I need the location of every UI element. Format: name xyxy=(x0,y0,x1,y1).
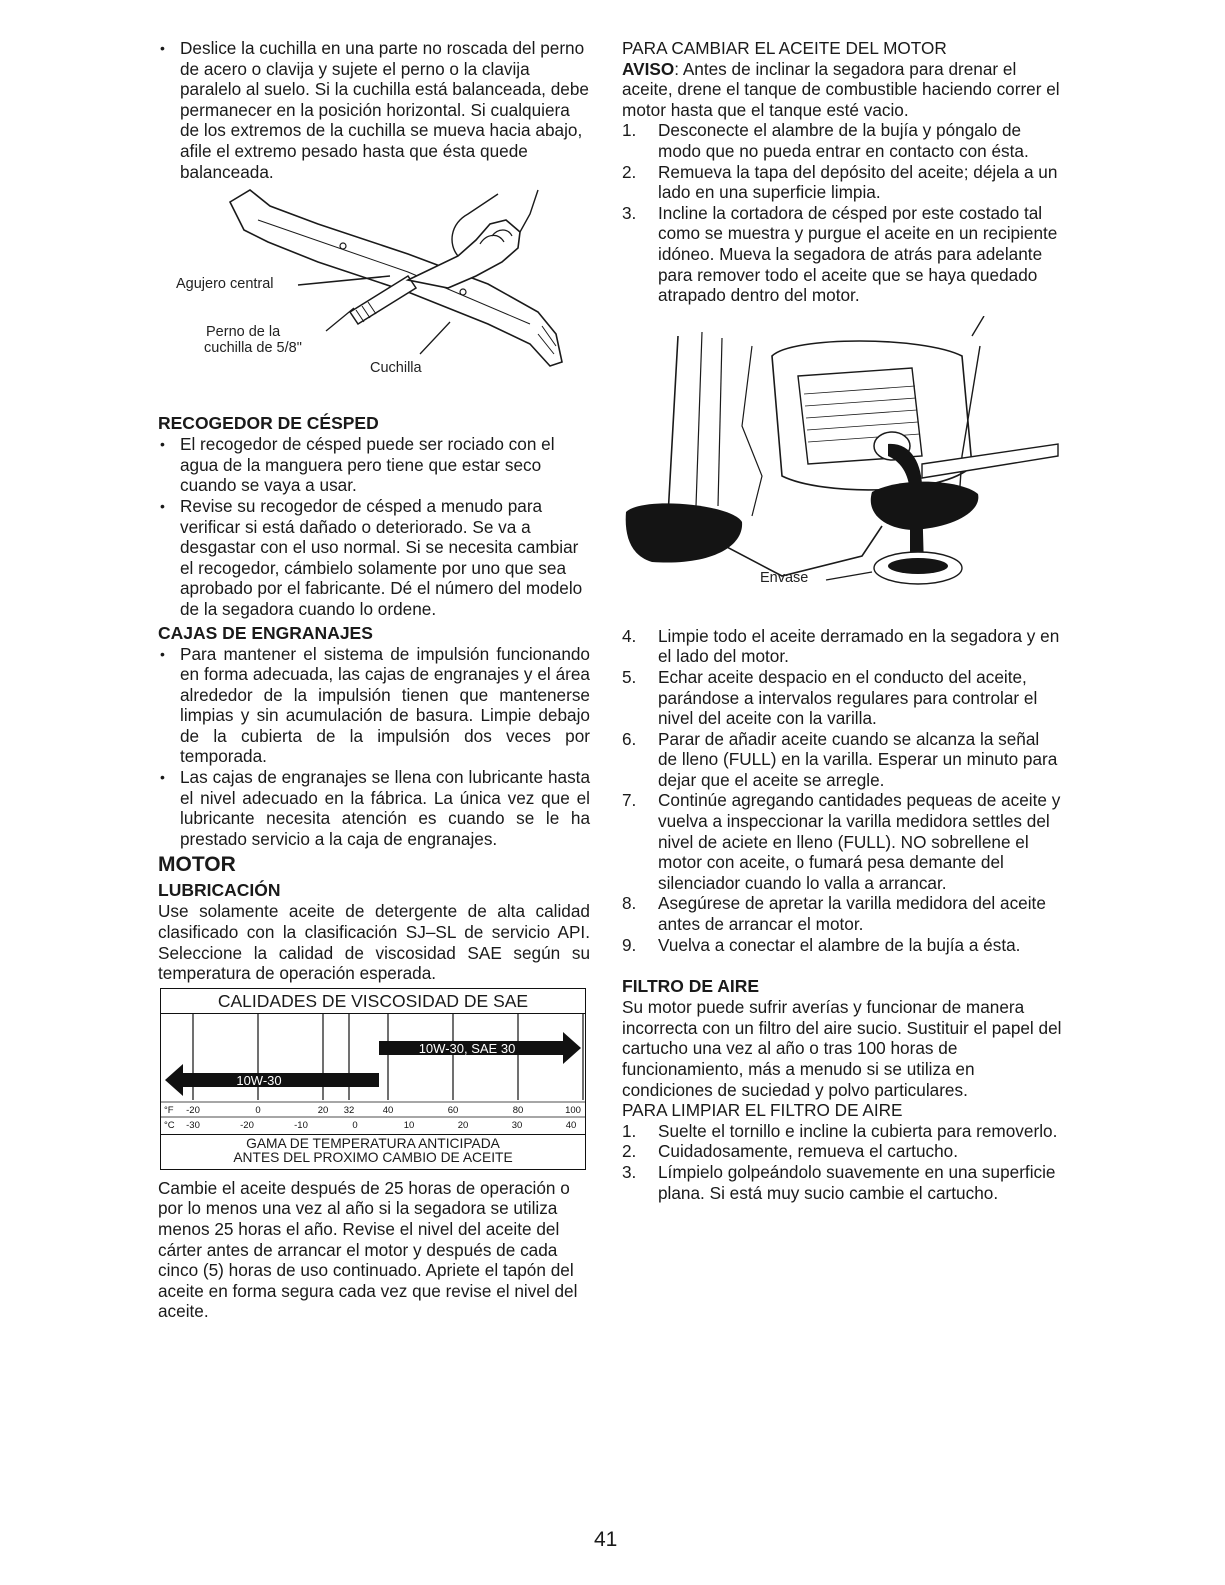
c-tick: -10 xyxy=(294,1119,308,1131)
f-tick: 40 xyxy=(382,1104,394,1116)
right-column xyxy=(622,38,1062,1203)
gear-cases-list xyxy=(158,644,590,850)
blade-balance-list xyxy=(158,38,590,182)
list-item: 1. Desconecte el alambre de la bujía y póngalo de modo que no pueda entrar en contacto con ésta. xyxy=(622,120,1029,161)
f-tick: 100 xyxy=(565,1104,581,1116)
oil-change-steps-b xyxy=(622,626,1062,956)
list-item: • Revise su recogedor de césped a menudo para verificar si está dañado o deteriorado. Se va a desgastar con el uso normal. Si se necesita cambiar el recogedor, cámbielo solamente por uno que sea aprobado por el fabricante. Dé el número del modelo de la segadora cuando lo ordene. xyxy=(158,496,590,620)
f-tick: 20 xyxy=(317,1104,329,1116)
c-tick: 10 xyxy=(403,1119,415,1131)
list-item: • El recogedor de césped puede ser rociado con el agua de la manguera pero tiene que estar seco cuando se vaya a usar. xyxy=(158,434,590,496)
label-center-hole: Agujero central xyxy=(176,276,274,293)
notice-paragraph xyxy=(622,59,1062,121)
f-tick: 0 xyxy=(255,1104,261,1116)
list-item: 5. Echar aceite despacio en el conducto del aceite, parándose a intervalos regulares para controlar el nivel del aceite con la varilla. xyxy=(622,666,1038,729)
list-item: 8. Asegúrese de apretar la varilla medidora del aceite antes de arrancar el motor. xyxy=(622,893,1046,935)
change-oil-text: Cambie el aceite después de 25 horas de operación o por lo menos una vez al año si la segadora se utiliza menos 25 horas el año. Revise el nivel del aceite del cárter antes de arrancar el motor y después de cada cinco (5) horas de uso continuado. Apriete el tapón del aceite en forma segura cada vez que revise el nivel del aceite. xyxy=(158,1177,578,1322)
air-filter-steps xyxy=(622,1121,1062,1203)
grass-catcher-list xyxy=(158,434,590,619)
blade-balance-bullet: • Deslice la cuchilla en una parte no roscada del perno de acero o clavija y sujete el perno o la clavija paralelo al suelo. Si la cuchilla está balanceada, debe permanecer en la posición horizontal. Si cualquiera de los extremos de la cuchilla se mueva hacia abajo, afile el extremo pesado hasta que ésta quede balanceada. xyxy=(158,38,590,182)
c-tick: 40 xyxy=(565,1119,577,1131)
notice-label: AVISO xyxy=(622,58,675,79)
oil-drain-figure xyxy=(622,316,1062,612)
viscosity-chart-graphic xyxy=(161,1014,585,1134)
list-item: 4. Limpie todo el aceite derramado en la segadora y en el lado del motor. xyxy=(622,625,1060,667)
list-item: 6. Parar de añadir aceite cuando se alcanza la señal de lleno (FULL) en la varilla. Esperar un minuto para dejar que el aceite se arregle. xyxy=(622,728,1058,790)
change-oil-heading: PARA CAMBIAR EL ACEITE DEL MOTOR xyxy=(622,38,947,58)
lubrication-text: Use solamente aceite de detergente de alta calidad clasificado con la clasificación SJ–SL de servicio API. Seleccione la calidad de viscosidad SAE según su temperatura de operación esperada. xyxy=(158,901,590,984)
oil-change-steps-a xyxy=(622,120,1062,305)
notice-text: : Antes de inclinar la segadora para drenar el aceite, drene el tanque de combustible haciendo correr el motor hasta que el tanque esté vacio. xyxy=(622,58,1060,120)
list-item: • Las cajas de engranajes se llena con lubricante hasta el nivel adecuado en la fábrica. La única vez que el lubricante necesita atención es cuando se le ha prestado servicio a la caja de engranajes. xyxy=(158,767,590,849)
c-tick: 30 xyxy=(511,1119,523,1131)
label-blade-bolt-line2: cuchilla de 5/8" xyxy=(204,340,302,357)
fahrenheit-unit: °F xyxy=(164,1104,174,1116)
c-tick: 20 xyxy=(457,1119,469,1131)
c-tick: -30 xyxy=(186,1119,200,1131)
clean-air-filter-heading: PARA LIMPIAR EL FILTRO DE AIRE xyxy=(622,1100,903,1121)
list-item: 3. Límpielo golpeándolo suavemente en una superficie plana. Si está muy sucio cambie el cartucho. xyxy=(622,1161,1056,1203)
blade-balance-figure xyxy=(158,184,590,412)
lubrication-heading: LUBRICACIÓN xyxy=(158,880,281,901)
left-column xyxy=(158,38,590,1322)
viscosity-footer-line2: ANTES DEL PROXIMO CAMBIO DE ACEITE xyxy=(233,1150,513,1166)
label-blade-bolt-line1: Perno de la xyxy=(206,324,281,341)
label-blade: Cuchilla xyxy=(370,360,422,377)
f-tick: 80 xyxy=(512,1104,524,1116)
celsius-unit: °C xyxy=(164,1119,175,1131)
viscosity-footer-line1: GAMA DE TEMPERATURA ANTICIPADA xyxy=(246,1135,500,1151)
viscosity-chart xyxy=(160,988,586,1170)
list-item: 9. Vuelva a conectar el alambre de la bujía a ésta. xyxy=(622,934,1021,955)
air-filter-heading: FILTRO DE AIRE xyxy=(622,976,760,997)
f-tick: 32 xyxy=(343,1104,355,1116)
blade-illustration xyxy=(158,184,590,412)
list-item: 1. Suelte el tornillo e incline la cubierta para removerlo. xyxy=(622,1120,1058,1141)
list-item: 3. Incline la cortadora de césped por este costado tal como se muestra y purgue el aceite en un recipiente idóneo. Mueva la segadora de atrás para adelante para remover todo el aceite que se haya quedado atrapado dentro del motor. xyxy=(622,202,1058,306)
label-container: Envase xyxy=(760,569,809,586)
list-item: 2. Cuidadosamente, remueva el cartucho. xyxy=(622,1141,958,1162)
list-item: • Para mantener el sistema de impulsión funcionando en forma adecuada, las cajas de engranajes y el área alrededor de la impulsión tienen que mantenerse limpias y sin acumulación de basura. Limpie debajo de la cubierta de la impulsión dos veces por temporada. xyxy=(158,644,590,768)
c-tick: 0 xyxy=(352,1119,358,1131)
oil-drain-illustration xyxy=(622,316,1062,612)
upper-arrow-label: 10W-30, SAE 30 xyxy=(418,1040,516,1056)
c-tick: -20 xyxy=(240,1119,254,1131)
list-item: 2. Remueva la tapa del depósito del aceite; déjela a un lado en una superficie limpia. xyxy=(622,161,1058,203)
grass-catcher-heading: RECOGEDOR DE CÉSPED xyxy=(158,413,379,434)
f-tick: 60 xyxy=(447,1104,459,1116)
page-number: 41 xyxy=(594,1528,618,1551)
lower-arrow-label: 10W-30 xyxy=(236,1072,282,1088)
list-item: 7. Continúe agregando cantidades pequeas de aceite y vuelva a inspeccionar la varilla medidora settles del nivel de aciete en lleno (FULL). NO sobrellene el motor con aceite, o fumará pesa demante del silenciador cuando lo valla a arrancar. xyxy=(622,790,1061,893)
air-filter-text: Su motor puede sufrir averías y funcionar de manera incorrecta con un filtro del aire sucio. Sustituir el papel del cartucho una vez al año o tras 100 horas de funcionamiento, más a menudo si se utiliza en condiciones de suciedad y polvo particulares. xyxy=(622,997,1062,1100)
gear-cases-heading: CAJAS DE ENGRANAJES xyxy=(158,622,373,643)
viscosity-chart-footer xyxy=(161,1134,585,1169)
motor-heading: MOTOR xyxy=(158,853,236,877)
viscosity-chart-title: CALIDADES DE VISCOSIDAD DE SAE xyxy=(161,989,585,1014)
f-tick: -20 xyxy=(186,1104,200,1116)
